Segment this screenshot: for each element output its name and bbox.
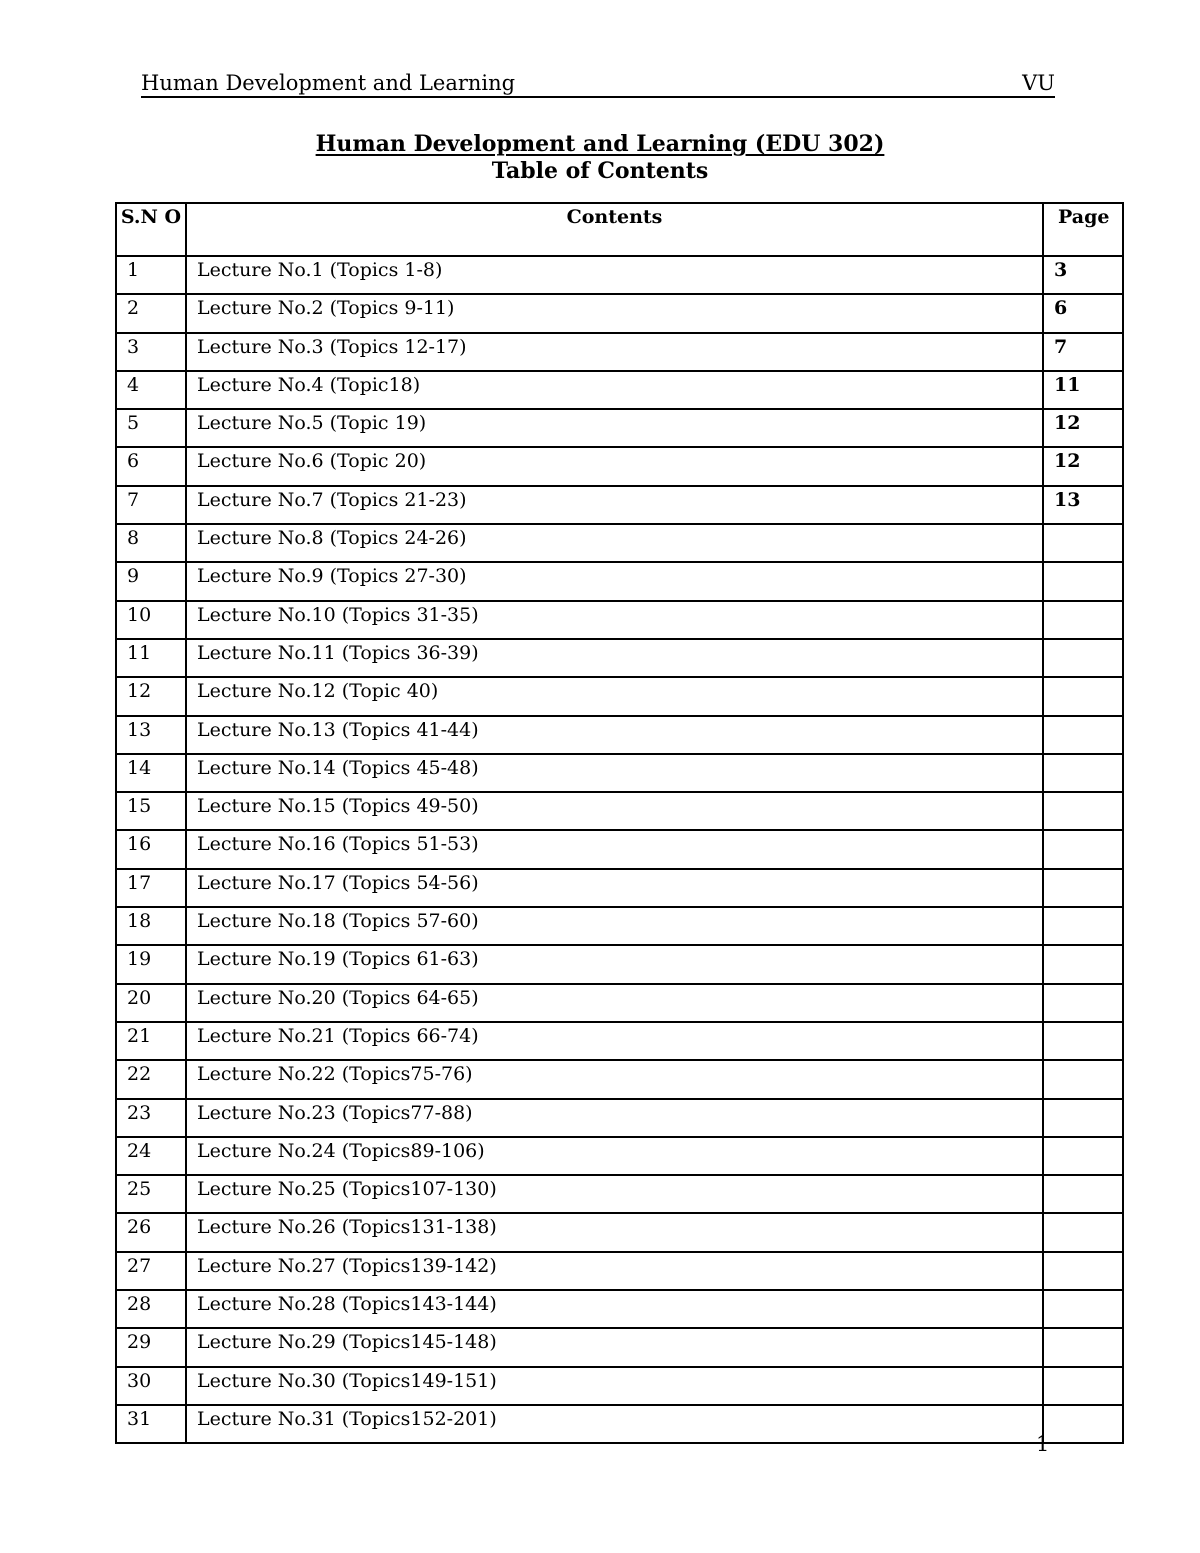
row-contents: Lecture No.7 (Topics 21-23) bbox=[186, 486, 1043, 524]
row-contents: Lecture No.28 (Topics143-144) bbox=[186, 1290, 1043, 1328]
row-page bbox=[1043, 1328, 1123, 1366]
table-row bbox=[116, 601, 1123, 639]
table-row bbox=[116, 869, 1123, 907]
table-row bbox=[116, 294, 1123, 332]
row-contents: Lecture No.5 (Topic 19) bbox=[186, 409, 1043, 447]
row-contents: Lecture No.29 (Topics145-148) bbox=[186, 1328, 1043, 1366]
row-contents: Lecture No.15 (Topics 49-50) bbox=[186, 792, 1043, 830]
table-row bbox=[116, 830, 1123, 868]
row-sno: 3 bbox=[116, 333, 186, 371]
header-course-title: Human Development and Learning bbox=[141, 71, 516, 95]
row-page bbox=[1043, 1405, 1123, 1443]
table-row bbox=[116, 1328, 1123, 1366]
row-sno: 16 bbox=[116, 830, 186, 868]
table-body bbox=[116, 256, 1123, 1443]
row-page bbox=[1043, 1060, 1123, 1098]
row-page bbox=[1043, 1290, 1123, 1328]
table-row bbox=[116, 562, 1123, 600]
row-contents: Lecture No.14 (Topics 45-48) bbox=[186, 754, 1043, 792]
row-page: 12 bbox=[1043, 409, 1123, 447]
row-contents: Lecture No.21 (Topics 66-74) bbox=[186, 1022, 1043, 1060]
row-sno: 27 bbox=[116, 1252, 186, 1290]
row-sno: 17 bbox=[116, 869, 186, 907]
table-row bbox=[116, 639, 1123, 677]
row-sno: 13 bbox=[116, 716, 186, 754]
row-page bbox=[1043, 1137, 1123, 1175]
table-row bbox=[116, 256, 1123, 294]
row-page: 13 bbox=[1043, 486, 1123, 524]
row-contents: Lecture No.26 (Topics131-138) bbox=[186, 1213, 1043, 1251]
row-sno: 21 bbox=[116, 1022, 186, 1060]
table-row bbox=[116, 984, 1123, 1022]
row-sno: 24 bbox=[116, 1137, 186, 1175]
row-page bbox=[1043, 562, 1123, 600]
row-page: 3 bbox=[1043, 256, 1123, 294]
table-row bbox=[116, 1099, 1123, 1137]
document-title: Human Development and Learning (EDU 302) bbox=[315, 131, 885, 157]
row-contents: Lecture No.4 (Topic18) bbox=[186, 371, 1043, 409]
row-contents: Lecture No.20 (Topics 64-65) bbox=[186, 984, 1043, 1022]
document-subtitle: Table of Contents bbox=[491, 158, 709, 184]
table-row bbox=[116, 1367, 1123, 1405]
row-page bbox=[1043, 945, 1123, 983]
row-contents: Lecture No.19 (Topics 61-63) bbox=[186, 945, 1043, 983]
table-row bbox=[116, 333, 1123, 371]
table-row bbox=[116, 754, 1123, 792]
row-page bbox=[1043, 677, 1123, 715]
row-page bbox=[1043, 1099, 1123, 1137]
row-contents: Lecture No.8 (Topics 24-26) bbox=[186, 524, 1043, 562]
table-row bbox=[116, 1213, 1123, 1251]
row-page bbox=[1043, 1367, 1123, 1405]
row-sno: 29 bbox=[116, 1328, 186, 1366]
table-row bbox=[116, 524, 1123, 562]
row-sno: 2 bbox=[116, 294, 186, 332]
row-sno: 10 bbox=[116, 601, 186, 639]
row-contents: Lecture No.6 (Topic 20) bbox=[186, 447, 1043, 485]
table-header-row bbox=[116, 203, 1123, 256]
row-sno: 26 bbox=[116, 1213, 186, 1251]
row-sno: 30 bbox=[116, 1367, 186, 1405]
table-row bbox=[116, 409, 1123, 447]
row-sno: 4 bbox=[116, 371, 186, 409]
column-header-contents: Contents bbox=[186, 203, 1043, 256]
row-contents: Lecture No.1 (Topics 1-8) bbox=[186, 256, 1043, 294]
table-row bbox=[116, 486, 1123, 524]
table-row bbox=[116, 447, 1123, 485]
table-row bbox=[116, 945, 1123, 983]
table-row bbox=[116, 907, 1123, 945]
table-of-contents bbox=[115, 202, 1124, 1444]
table-row bbox=[116, 1137, 1123, 1175]
table-row bbox=[116, 1022, 1123, 1060]
row-page bbox=[1043, 907, 1123, 945]
row-sno: 14 bbox=[116, 754, 186, 792]
row-contents: Lecture No.3 (Topics 12-17) bbox=[186, 333, 1043, 371]
row-page: 11 bbox=[1043, 371, 1123, 409]
table-row bbox=[116, 792, 1123, 830]
row-sno: 23 bbox=[116, 1099, 186, 1137]
row-page: 6 bbox=[1043, 294, 1123, 332]
row-sno: 28 bbox=[116, 1290, 186, 1328]
row-contents: Lecture No.23 (Topics77-88) bbox=[186, 1099, 1043, 1137]
row-page bbox=[1043, 524, 1123, 562]
header-institution: VU bbox=[1022, 71, 1055, 95]
row-sno: 1 bbox=[116, 256, 186, 294]
row-page: 12 bbox=[1043, 447, 1123, 485]
row-contents: Lecture No.16 (Topics 51-53) bbox=[186, 830, 1043, 868]
row-page bbox=[1043, 716, 1123, 754]
row-sno: 25 bbox=[116, 1175, 186, 1213]
row-contents: Lecture No.27 (Topics139-142) bbox=[186, 1252, 1043, 1290]
row-sno: 11 bbox=[116, 639, 186, 677]
row-page bbox=[1043, 869, 1123, 907]
row-contents: Lecture No.24 (Topics89-106) bbox=[186, 1137, 1043, 1175]
table-row bbox=[116, 1405, 1123, 1443]
row-sno: 22 bbox=[116, 1060, 186, 1098]
row-sno: 20 bbox=[116, 984, 186, 1022]
table-row bbox=[116, 1290, 1123, 1328]
page-number: 1 bbox=[1036, 1432, 1050, 1456]
table-row bbox=[116, 1252, 1123, 1290]
row-contents: Lecture No.10 (Topics 31-35) bbox=[186, 601, 1043, 639]
row-contents: Lecture No.11 (Topics 36-39) bbox=[186, 639, 1043, 677]
table-row bbox=[116, 677, 1123, 715]
row-page bbox=[1043, 984, 1123, 1022]
row-sno: 8 bbox=[116, 524, 186, 562]
document-title-block bbox=[0, 131, 1200, 158]
row-contents: Lecture No.18 (Topics 57-60) bbox=[186, 907, 1043, 945]
row-sno: 5 bbox=[116, 409, 186, 447]
row-contents: Lecture No.2 (Topics 9-11) bbox=[186, 294, 1043, 332]
column-header-page: Page bbox=[1043, 203, 1123, 256]
row-page bbox=[1043, 830, 1123, 868]
row-sno: 31 bbox=[116, 1405, 186, 1443]
row-page bbox=[1043, 601, 1123, 639]
row-sno: 6 bbox=[116, 447, 186, 485]
row-contents: Lecture No.22 (Topics75-76) bbox=[186, 1060, 1043, 1098]
row-contents: Lecture No.13 (Topics 41-44) bbox=[186, 716, 1043, 754]
row-sno: 7 bbox=[116, 486, 186, 524]
row-page bbox=[1043, 1175, 1123, 1213]
row-contents: Lecture No.25 (Topics107-130) bbox=[186, 1175, 1043, 1213]
row-sno: 19 bbox=[116, 945, 186, 983]
row-sno: 18 bbox=[116, 907, 186, 945]
table-row bbox=[116, 371, 1123, 409]
table-row bbox=[116, 1060, 1123, 1098]
row-page bbox=[1043, 1022, 1123, 1060]
row-sno: 15 bbox=[116, 792, 186, 830]
row-sno: 12 bbox=[116, 677, 186, 715]
page-header bbox=[141, 70, 1055, 98]
row-contents: Lecture No.9 (Topics 27-30) bbox=[186, 562, 1043, 600]
row-page bbox=[1043, 754, 1123, 792]
row-page bbox=[1043, 1252, 1123, 1290]
row-contents: Lecture No.17 (Topics 54-56) bbox=[186, 869, 1043, 907]
row-contents: Lecture No.31 (Topics152-201) bbox=[186, 1405, 1043, 1443]
row-sno: 9 bbox=[116, 562, 186, 600]
column-header-sno: S.N O bbox=[116, 203, 186, 256]
row-contents: Lecture No.12 (Topic 40) bbox=[186, 677, 1043, 715]
table-row bbox=[116, 1175, 1123, 1213]
row-page: 7 bbox=[1043, 333, 1123, 371]
row-page bbox=[1043, 792, 1123, 830]
row-contents: Lecture No.30 (Topics149-151) bbox=[186, 1367, 1043, 1405]
row-page bbox=[1043, 1213, 1123, 1251]
row-page bbox=[1043, 639, 1123, 677]
table-row bbox=[116, 716, 1123, 754]
